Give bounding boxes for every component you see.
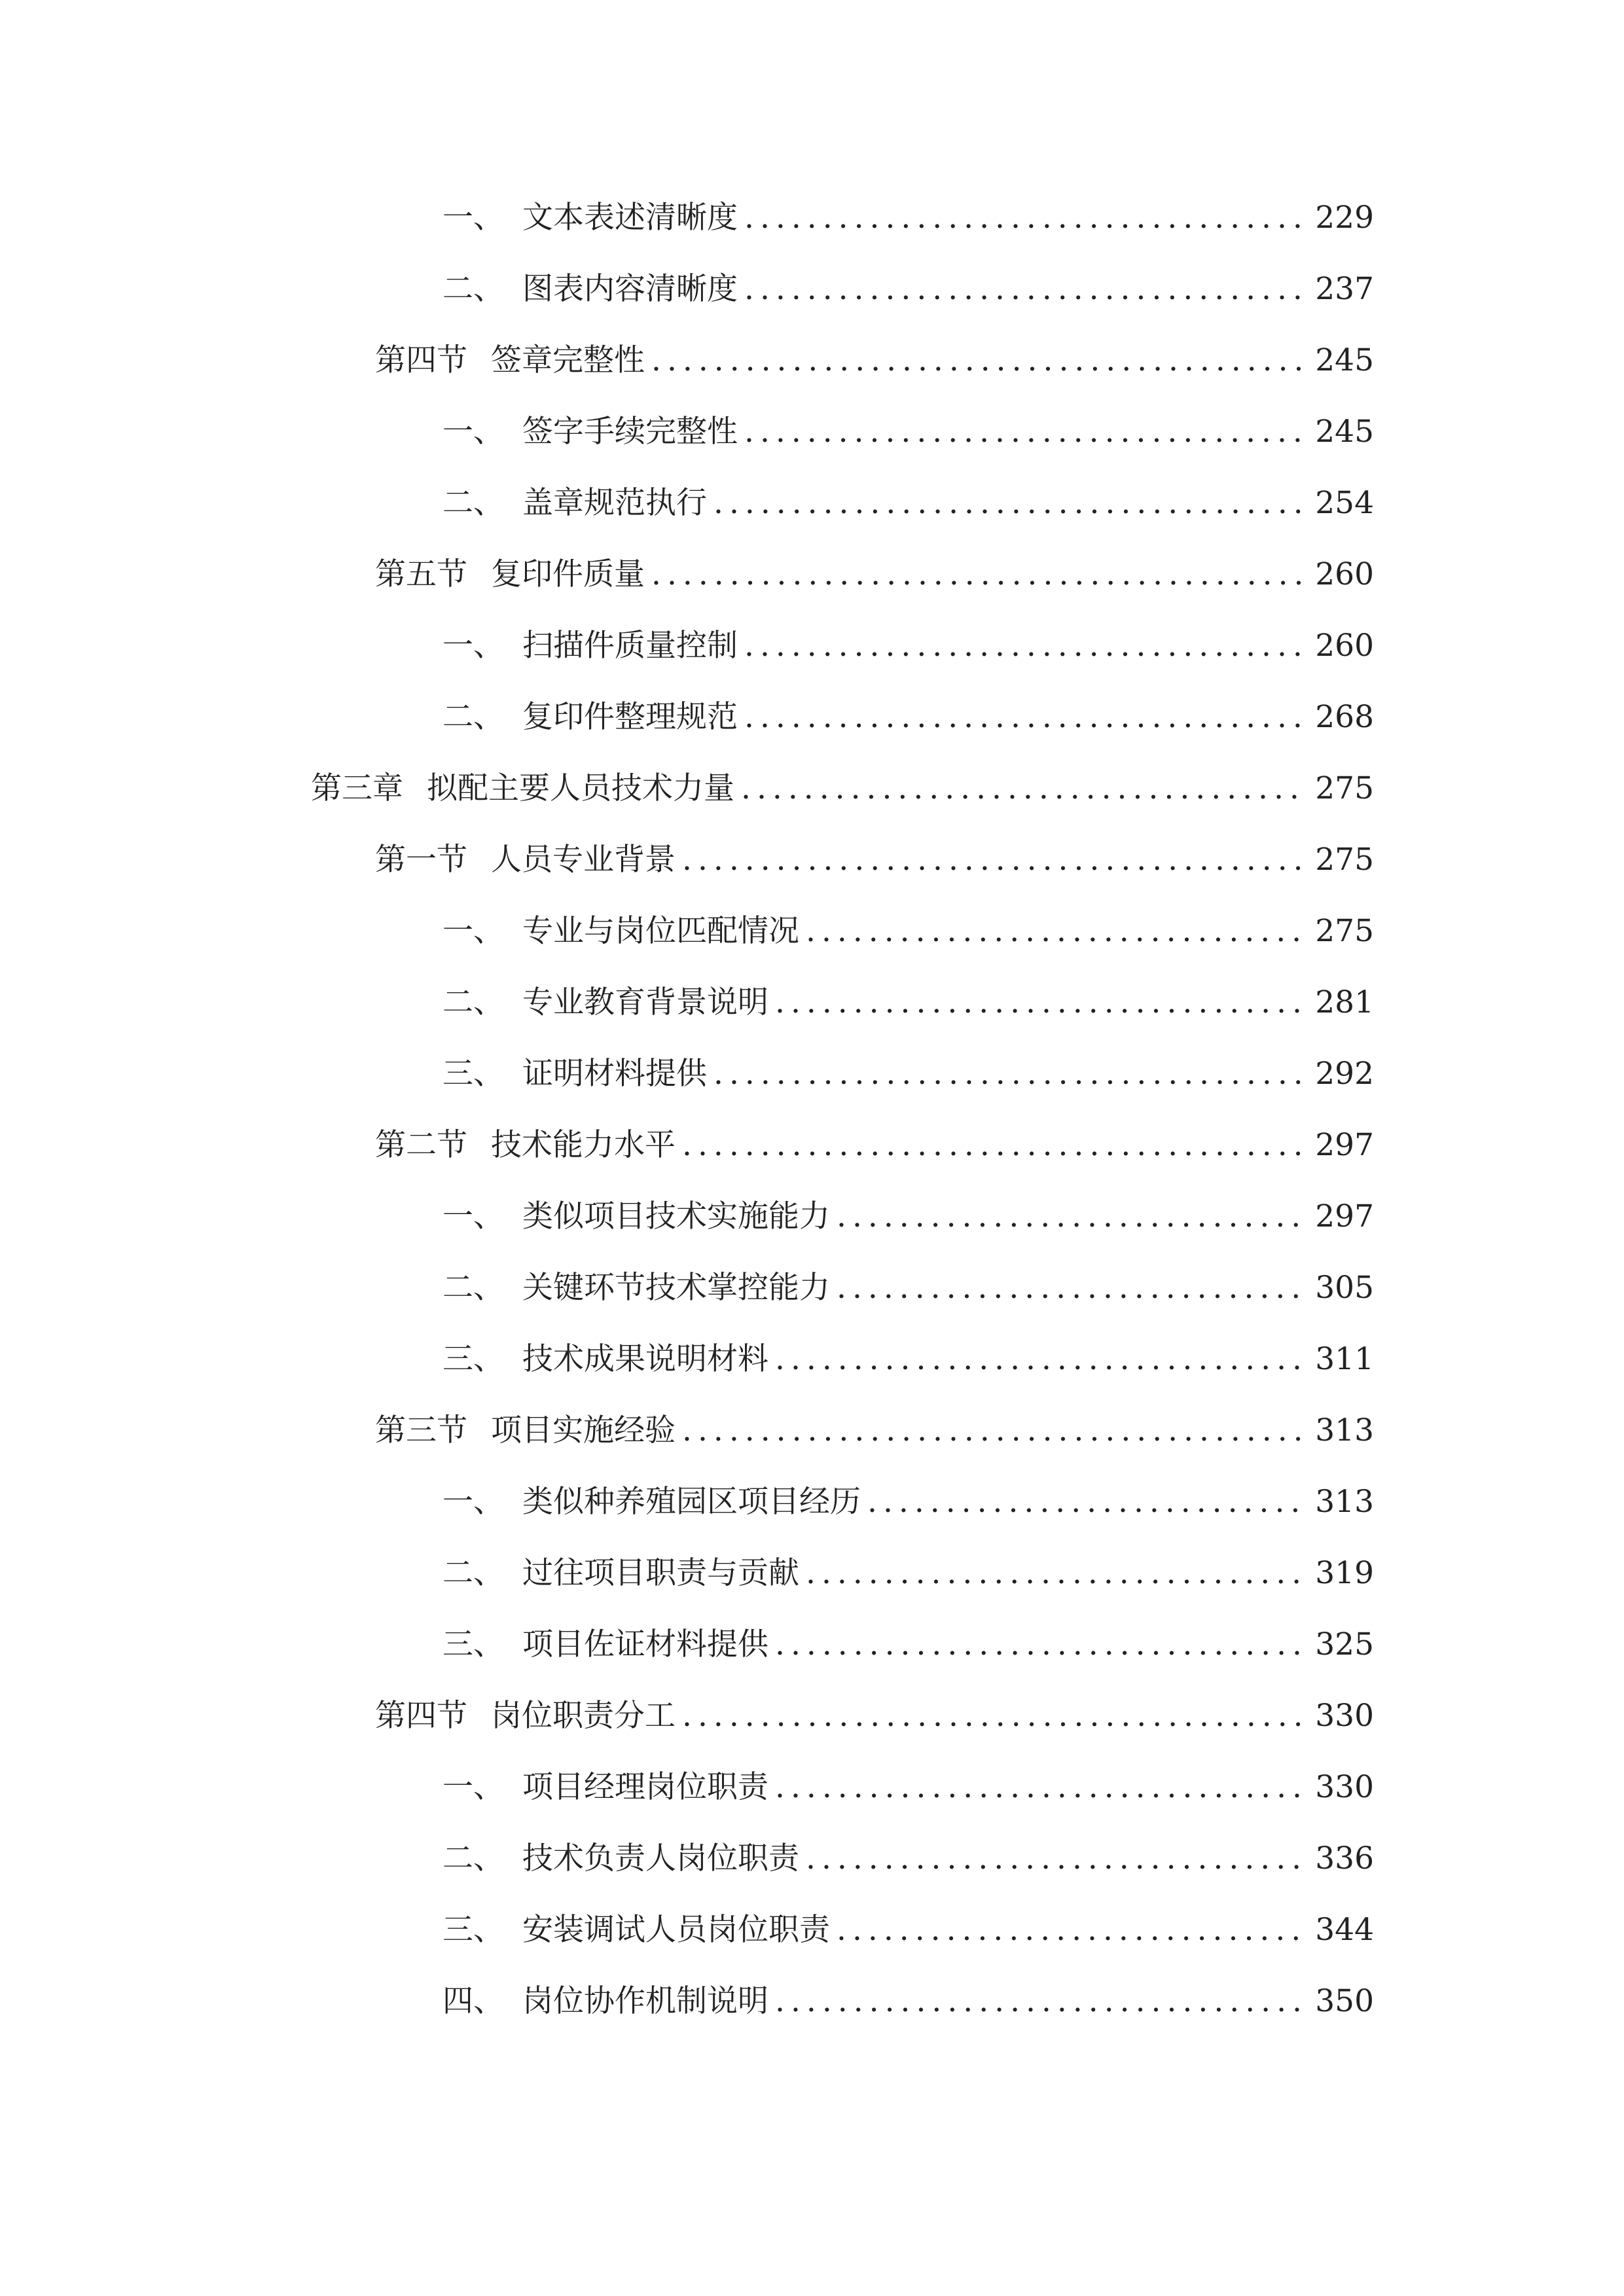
page-number: 275 — [1315, 913, 1374, 949]
toc-title: 拟配主要人员技术力量 — [427, 770, 734, 806]
dot-leader — [741, 762, 1306, 815]
toc-label — [375, 1690, 676, 1742]
toc-label — [442, 691, 738, 744]
toc-label — [442, 1191, 830, 1243]
page-number: 330 — [1315, 1698, 1374, 1734]
toc-prefix: 一、 — [442, 628, 504, 664]
toc-prefix: 一、 — [442, 913, 504, 949]
toc-title: 过往项目职责与贡献 — [522, 1555, 799, 1591]
dot-leader — [713, 477, 1306, 529]
toc-entry[interactable] — [375, 1119, 1374, 1172]
page-number: 245 — [1315, 342, 1374, 378]
toc-label — [442, 1904, 830, 1956]
toc-label — [375, 834, 676, 886]
toc-title: 关键环节技术掌控能力 — [522, 1270, 830, 1306]
dot-leader — [682, 1690, 1306, 1742]
dot-leader — [682, 834, 1306, 886]
toc-title: 岗位职责分工 — [491, 1698, 676, 1734]
dot-leader — [806, 1833, 1306, 1885]
toc-entry[interactable] — [442, 1619, 1374, 1671]
toc-prefix: 三、 — [442, 1912, 504, 1948]
toc-label — [442, 1547, 799, 1600]
toc-prefix: 二、 — [442, 271, 504, 307]
toc-entry[interactable] — [442, 905, 1374, 958]
toc-entry[interactable] — [442, 263, 1374, 315]
page-number: 254 — [1315, 485, 1374, 521]
toc-label — [375, 334, 645, 387]
dot-leader — [837, 1191, 1306, 1243]
toc-label — [442, 905, 799, 958]
dot-leader — [651, 548, 1306, 601]
toc-title: 签字手续完整性 — [522, 414, 738, 450]
toc-title: 复印件质量 — [491, 556, 645, 592]
toc-entry[interactable] — [442, 1191, 1374, 1243]
toc-prefix: 二、 — [442, 1840, 504, 1876]
toc-entry[interactable] — [442, 1476, 1374, 1528]
toc-label — [311, 762, 734, 815]
toc-title: 复印件整理规范 — [522, 699, 738, 735]
toc-prefix: 第四节 — [375, 1698, 467, 1734]
toc-entry[interactable] — [442, 1547, 1374, 1600]
toc-title: 盖章规范执行 — [522, 485, 707, 521]
page-number: 260 — [1315, 556, 1374, 592]
toc-prefix: 一、 — [442, 200, 504, 236]
toc-title: 项目经理岗位职责 — [522, 1769, 768, 1805]
dot-leader — [744, 406, 1306, 458]
toc-entry[interactable] — [375, 1690, 1374, 1742]
toc-entry[interactable] — [442, 477, 1374, 529]
toc-title: 专业教育背景说明 — [522, 984, 768, 1020]
page-number: 275 — [1315, 842, 1374, 878]
dot-leader — [775, 1975, 1306, 2028]
page-number: 305 — [1315, 1270, 1374, 1306]
toc-title: 专业与岗位匹配情况 — [522, 913, 799, 949]
toc-entry[interactable] — [311, 762, 1374, 815]
toc-entry[interactable] — [442, 1975, 1374, 2028]
toc-entry[interactable] — [442, 1904, 1374, 1956]
toc-title: 项目实施经验 — [491, 1412, 676, 1448]
toc-title: 安装调试人员岗位职责 — [522, 1912, 830, 1948]
page-number: 229 — [1315, 200, 1374, 236]
dot-leader — [837, 1262, 1306, 1314]
dot-leader — [806, 905, 1306, 958]
toc-entry[interactable] — [442, 1761, 1374, 1814]
page-number: 245 — [1315, 414, 1374, 450]
toc-prefix: 第四节 — [375, 342, 467, 378]
toc-prefix: 一、 — [442, 1769, 504, 1805]
page-number: 297 — [1315, 1198, 1374, 1234]
toc-prefix: 一、 — [442, 414, 504, 450]
page-number: 237 — [1315, 271, 1374, 307]
toc-label — [375, 1405, 676, 1457]
toc-title: 项目佐证材料提供 — [522, 1626, 768, 1662]
dot-leader — [744, 620, 1306, 672]
toc-prefix: 一、 — [442, 1484, 504, 1520]
page-number: 281 — [1315, 984, 1374, 1020]
page-number: 313 — [1315, 1412, 1374, 1448]
dot-leader — [744, 263, 1306, 315]
toc-entry[interactable] — [442, 406, 1374, 458]
toc-entry[interactable] — [442, 1333, 1374, 1386]
toc-title: 证明材料提供 — [522, 1056, 707, 1092]
toc-entry[interactable] — [375, 834, 1374, 886]
toc-entry[interactable] — [442, 192, 1374, 244]
toc-label — [442, 477, 707, 529]
page-number: 330 — [1315, 1769, 1374, 1805]
toc-label — [442, 1262, 830, 1314]
toc-prefix: 第一节 — [375, 842, 467, 878]
toc-entry[interactable] — [442, 620, 1374, 672]
toc-entry[interactable] — [442, 1262, 1374, 1314]
toc-label — [442, 1761, 768, 1814]
toc-prefix: 第二节 — [375, 1127, 467, 1163]
toc-label — [442, 1333, 768, 1386]
page-number: 297 — [1315, 1127, 1374, 1163]
toc-entry[interactable] — [375, 1405, 1374, 1457]
page-number: 325 — [1315, 1626, 1374, 1662]
dot-leader — [744, 192, 1306, 244]
dot-leader — [682, 1405, 1306, 1457]
dot-leader — [806, 1547, 1306, 1600]
toc-title: 文本表述清晰度 — [522, 200, 738, 236]
toc-prefix: 二、 — [442, 485, 504, 521]
dot-leader — [775, 1619, 1306, 1671]
page-number: 268 — [1315, 699, 1374, 735]
toc-entry[interactable] — [442, 691, 1374, 744]
toc-title: 技术能力水平 — [491, 1127, 676, 1163]
toc-label — [442, 1476, 861, 1528]
page-number: 336 — [1315, 1840, 1374, 1876]
toc-label — [375, 548, 645, 601]
page-number: 275 — [1315, 770, 1374, 806]
toc-label — [442, 977, 768, 1029]
toc-label — [442, 192, 738, 244]
toc-label — [442, 1833, 799, 1885]
toc-title: 类似种养殖园区项目经历 — [522, 1484, 861, 1520]
toc-label — [442, 620, 738, 672]
dot-leader — [867, 1476, 1306, 1528]
toc-label — [442, 263, 738, 315]
toc-title: 类似项目技术实施能力 — [522, 1198, 830, 1234]
toc-prefix: 第三章 — [311, 770, 403, 806]
dot-leader — [744, 691, 1306, 744]
toc-title: 签章完整性 — [491, 342, 645, 378]
page-number: 260 — [1315, 628, 1374, 664]
page-number: 319 — [1315, 1555, 1374, 1591]
page-number: 344 — [1315, 1912, 1374, 1948]
toc-prefix: 四、 — [442, 1983, 504, 2019]
toc-title: 岗位协作机制说明 — [522, 1983, 768, 2019]
dot-leader — [713, 1048, 1306, 1100]
toc-prefix: 二、 — [442, 699, 504, 735]
toc-title: 技术负责人岗位职责 — [522, 1840, 799, 1876]
toc-prefix: 第五节 — [375, 556, 467, 592]
toc-entry[interactable] — [442, 977, 1374, 1029]
toc-entry[interactable] — [375, 334, 1374, 387]
dot-leader — [682, 1119, 1306, 1172]
dot-leader — [651, 334, 1306, 387]
page-number: 313 — [1315, 1484, 1374, 1520]
page-number: 292 — [1315, 1056, 1374, 1092]
toc-title: 技术成果说明材料 — [522, 1341, 768, 1377]
toc-label — [442, 1619, 768, 1671]
toc-prefix: 三、 — [442, 1626, 504, 1662]
toc-label — [442, 406, 738, 458]
toc-prefix: 二、 — [442, 1270, 504, 1306]
dot-leader — [775, 1333, 1306, 1386]
toc-prefix: 第三节 — [375, 1412, 467, 1448]
toc-title: 图表内容清晰度 — [522, 271, 738, 307]
toc-prefix: 三、 — [442, 1341, 504, 1377]
dot-leader — [837, 1904, 1306, 1956]
toc-label — [442, 1048, 707, 1100]
toc-entry[interactable] — [375, 548, 1374, 601]
toc-prefix: 二、 — [442, 984, 504, 1020]
page-number: 311 — [1315, 1341, 1374, 1377]
toc-entry[interactable] — [442, 1048, 1374, 1100]
toc-title: 扫描件质量控制 — [522, 628, 738, 664]
toc-prefix: 二、 — [442, 1555, 504, 1591]
page-number: 350 — [1315, 1983, 1374, 2019]
toc-entry[interactable] — [442, 1833, 1374, 1885]
toc-label — [442, 1975, 768, 2028]
toc-title: 人员专业背景 — [491, 842, 676, 878]
dot-leader — [775, 1761, 1306, 1814]
dot-leader — [775, 977, 1306, 1029]
toc-prefix: 一、 — [442, 1198, 504, 1234]
toc-label — [375, 1119, 676, 1172]
toc-prefix: 三、 — [442, 1056, 504, 1092]
